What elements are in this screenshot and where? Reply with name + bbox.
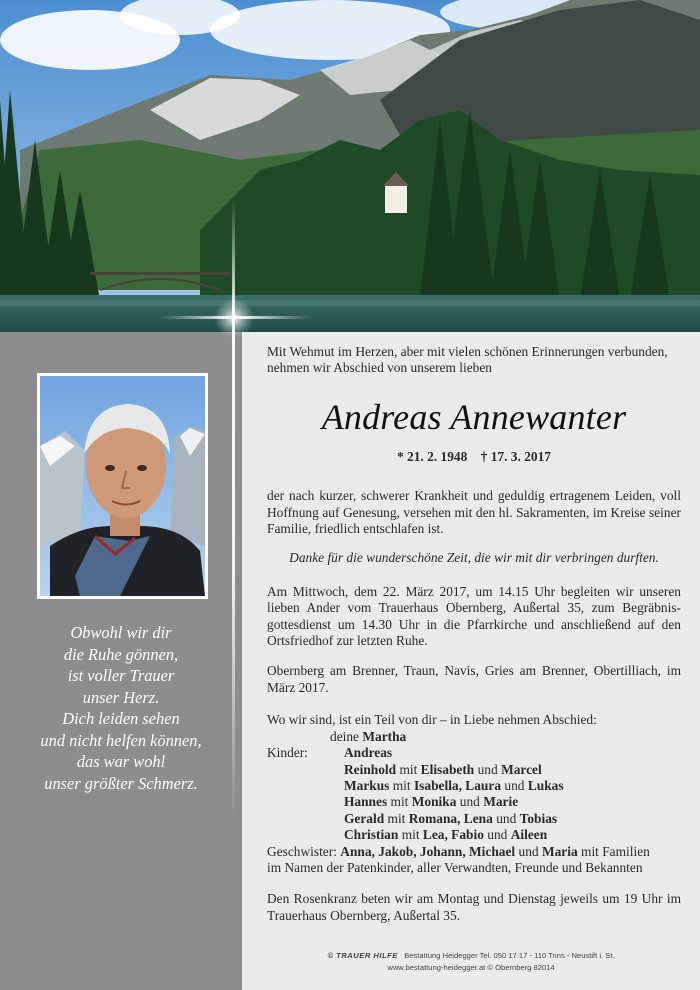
conjunction: mit (399, 761, 418, 777)
conjunction: und (496, 810, 517, 826)
child-name: Gerald (344, 810, 385, 826)
poem-line: das war wohl (76, 752, 166, 771)
funeral-paragraph: Am Mittwoch, dem 22. März 2017, um 14.15 Uhr begleiten wir unseren lieben Ander vom Trauerhaus Obernberg, Außertal 35, zum Begräbnisgottesdienst um 14.30 Uhr in die Pfarrkirche und anschließend auf den Ortsfriedhof zur letzten Ruhe. (267, 583, 681, 649)
grandchild-names: Marie (483, 794, 519, 810)
family-list (267, 712, 681, 876)
siblings-row (267, 844, 681, 860)
siblings-label: Geschwister: (267, 843, 337, 859)
poem-line: die Ruhe gönnen, (63, 644, 179, 664)
trauerhilfe-logo: © TRAUER HILFE (327, 951, 398, 960)
life-dates (267, 449, 681, 465)
child-partner: Romana, Lena (408, 810, 493, 826)
conjunction: und (459, 794, 480, 810)
child-name: Andreas (344, 745, 393, 761)
child-row (267, 827, 681, 843)
family-intro: Wo wir sind, ist ein Teil von dir – in Liebe nehmen Abschied: (267, 712, 597, 728)
conjunction: mit (390, 794, 409, 810)
mountain-lake-icon (0, 0, 700, 332)
intro-line: Mit Wehmut im Herzen, aber mit vielen schönen Erinnerungen verbunden, (267, 344, 668, 359)
passing-paragraph: der nach kurzer, schwerer Krankheit und geduldig ertragenem Leiden, voll Hoffnung auf Genesung, versehen mit den hl. Sakramenten, im Kreise seiner Familie, friedlich entschlafen ist. (267, 488, 681, 537)
poem-line: Obwohl wir dir (70, 623, 172, 642)
child-name: Markus (344, 777, 390, 793)
thanks-line: Danke für die wunderschöne Zeit, die wir mit dir verbringen durften. (289, 550, 659, 566)
poem-line: unser Herz. (82, 687, 160, 707)
intro (267, 344, 681, 377)
conjunction: und (477, 761, 498, 777)
landscape-banner (0, 0, 700, 332)
godchildren-row: im Namen der Patenkinder, aller Verwandten, Freunde und Bekannten (267, 859, 643, 875)
birth-date: * 21. 2. 1948 (397, 448, 468, 464)
child-name: Christian (344, 827, 399, 843)
child-name: Hannes (344, 794, 388, 810)
poem-line: Dich leiden sehen (62, 709, 180, 728)
child-row (267, 794, 681, 810)
child-row (267, 762, 681, 778)
children-label: Kinder: (267, 745, 308, 761)
child-partner: Isabella, Laura (413, 777, 502, 793)
wife-row (267, 729, 681, 745)
poem-line: und nicht helfen können, (40, 730, 202, 750)
poem-line: unser größter Schmerz. (44, 773, 198, 793)
wife-name: Martha (362, 728, 407, 744)
conjunction: und (504, 777, 525, 793)
poem-line: ist voller Trauer (67, 666, 175, 685)
death-date: † 17. 3. 2017 (480, 448, 551, 464)
child-name: Reinhold (344, 761, 397, 777)
light-cross-glow (214, 298, 254, 338)
child-partner: Elisabeth (420, 761, 475, 777)
siblings-suffix: mit Familien (581, 843, 650, 859)
child-row (267, 745, 681, 761)
grandchild-names: Marcel (501, 761, 542, 777)
footer-line-1 (242, 950, 700, 962)
child-partner: Monika (411, 794, 457, 810)
portrait-icon (40, 376, 205, 596)
sibling-last: Maria (541, 843, 578, 859)
obituary-text (267, 344, 681, 924)
conjunction: mit (392, 777, 411, 793)
wife-prefix: deine (330, 728, 359, 744)
deceased-name: Andreas Annewanter (321, 396, 627, 437)
footer-line-2: www.bestattung-heidegger.at © Obernberg 82014 (387, 963, 555, 972)
child-partner: Lea, Fabio (422, 827, 484, 843)
places-paragraph: Obernberg am Brenner, Traun, Navis, Gries am Brenner, Obertilliach, im März 2017. (267, 663, 681, 695)
grandchild-names: Aileen (510, 827, 548, 843)
conjunction: und (518, 843, 539, 859)
conjunction: mit (387, 810, 406, 826)
conjunction: mit (401, 827, 420, 843)
conjunction: und (487, 827, 508, 843)
rosary-paragraph: Den Rosenkranz beten wir am Montag und Dienstag jeweils um 19 Uhr im Trauerhaus Obernberg, Außertal 35. (267, 891, 681, 923)
grandchild-names: Tobias (519, 810, 558, 826)
child-row (267, 778, 681, 794)
poem (0, 622, 242, 794)
grandchild-names: Lukas (527, 777, 564, 793)
siblings-names: Anna, Jakob, Johann, Michael (340, 843, 516, 859)
intro-line: nehmen wir Abschied von unserem lieben (267, 360, 492, 376)
footer-contact: Bestattung Heidegger Tel. 050 17 17 - 110 Trins - Neustift i. St. (404, 951, 615, 960)
footer (242, 950, 700, 974)
child-row (267, 811, 681, 827)
portrait-photo (37, 373, 208, 599)
